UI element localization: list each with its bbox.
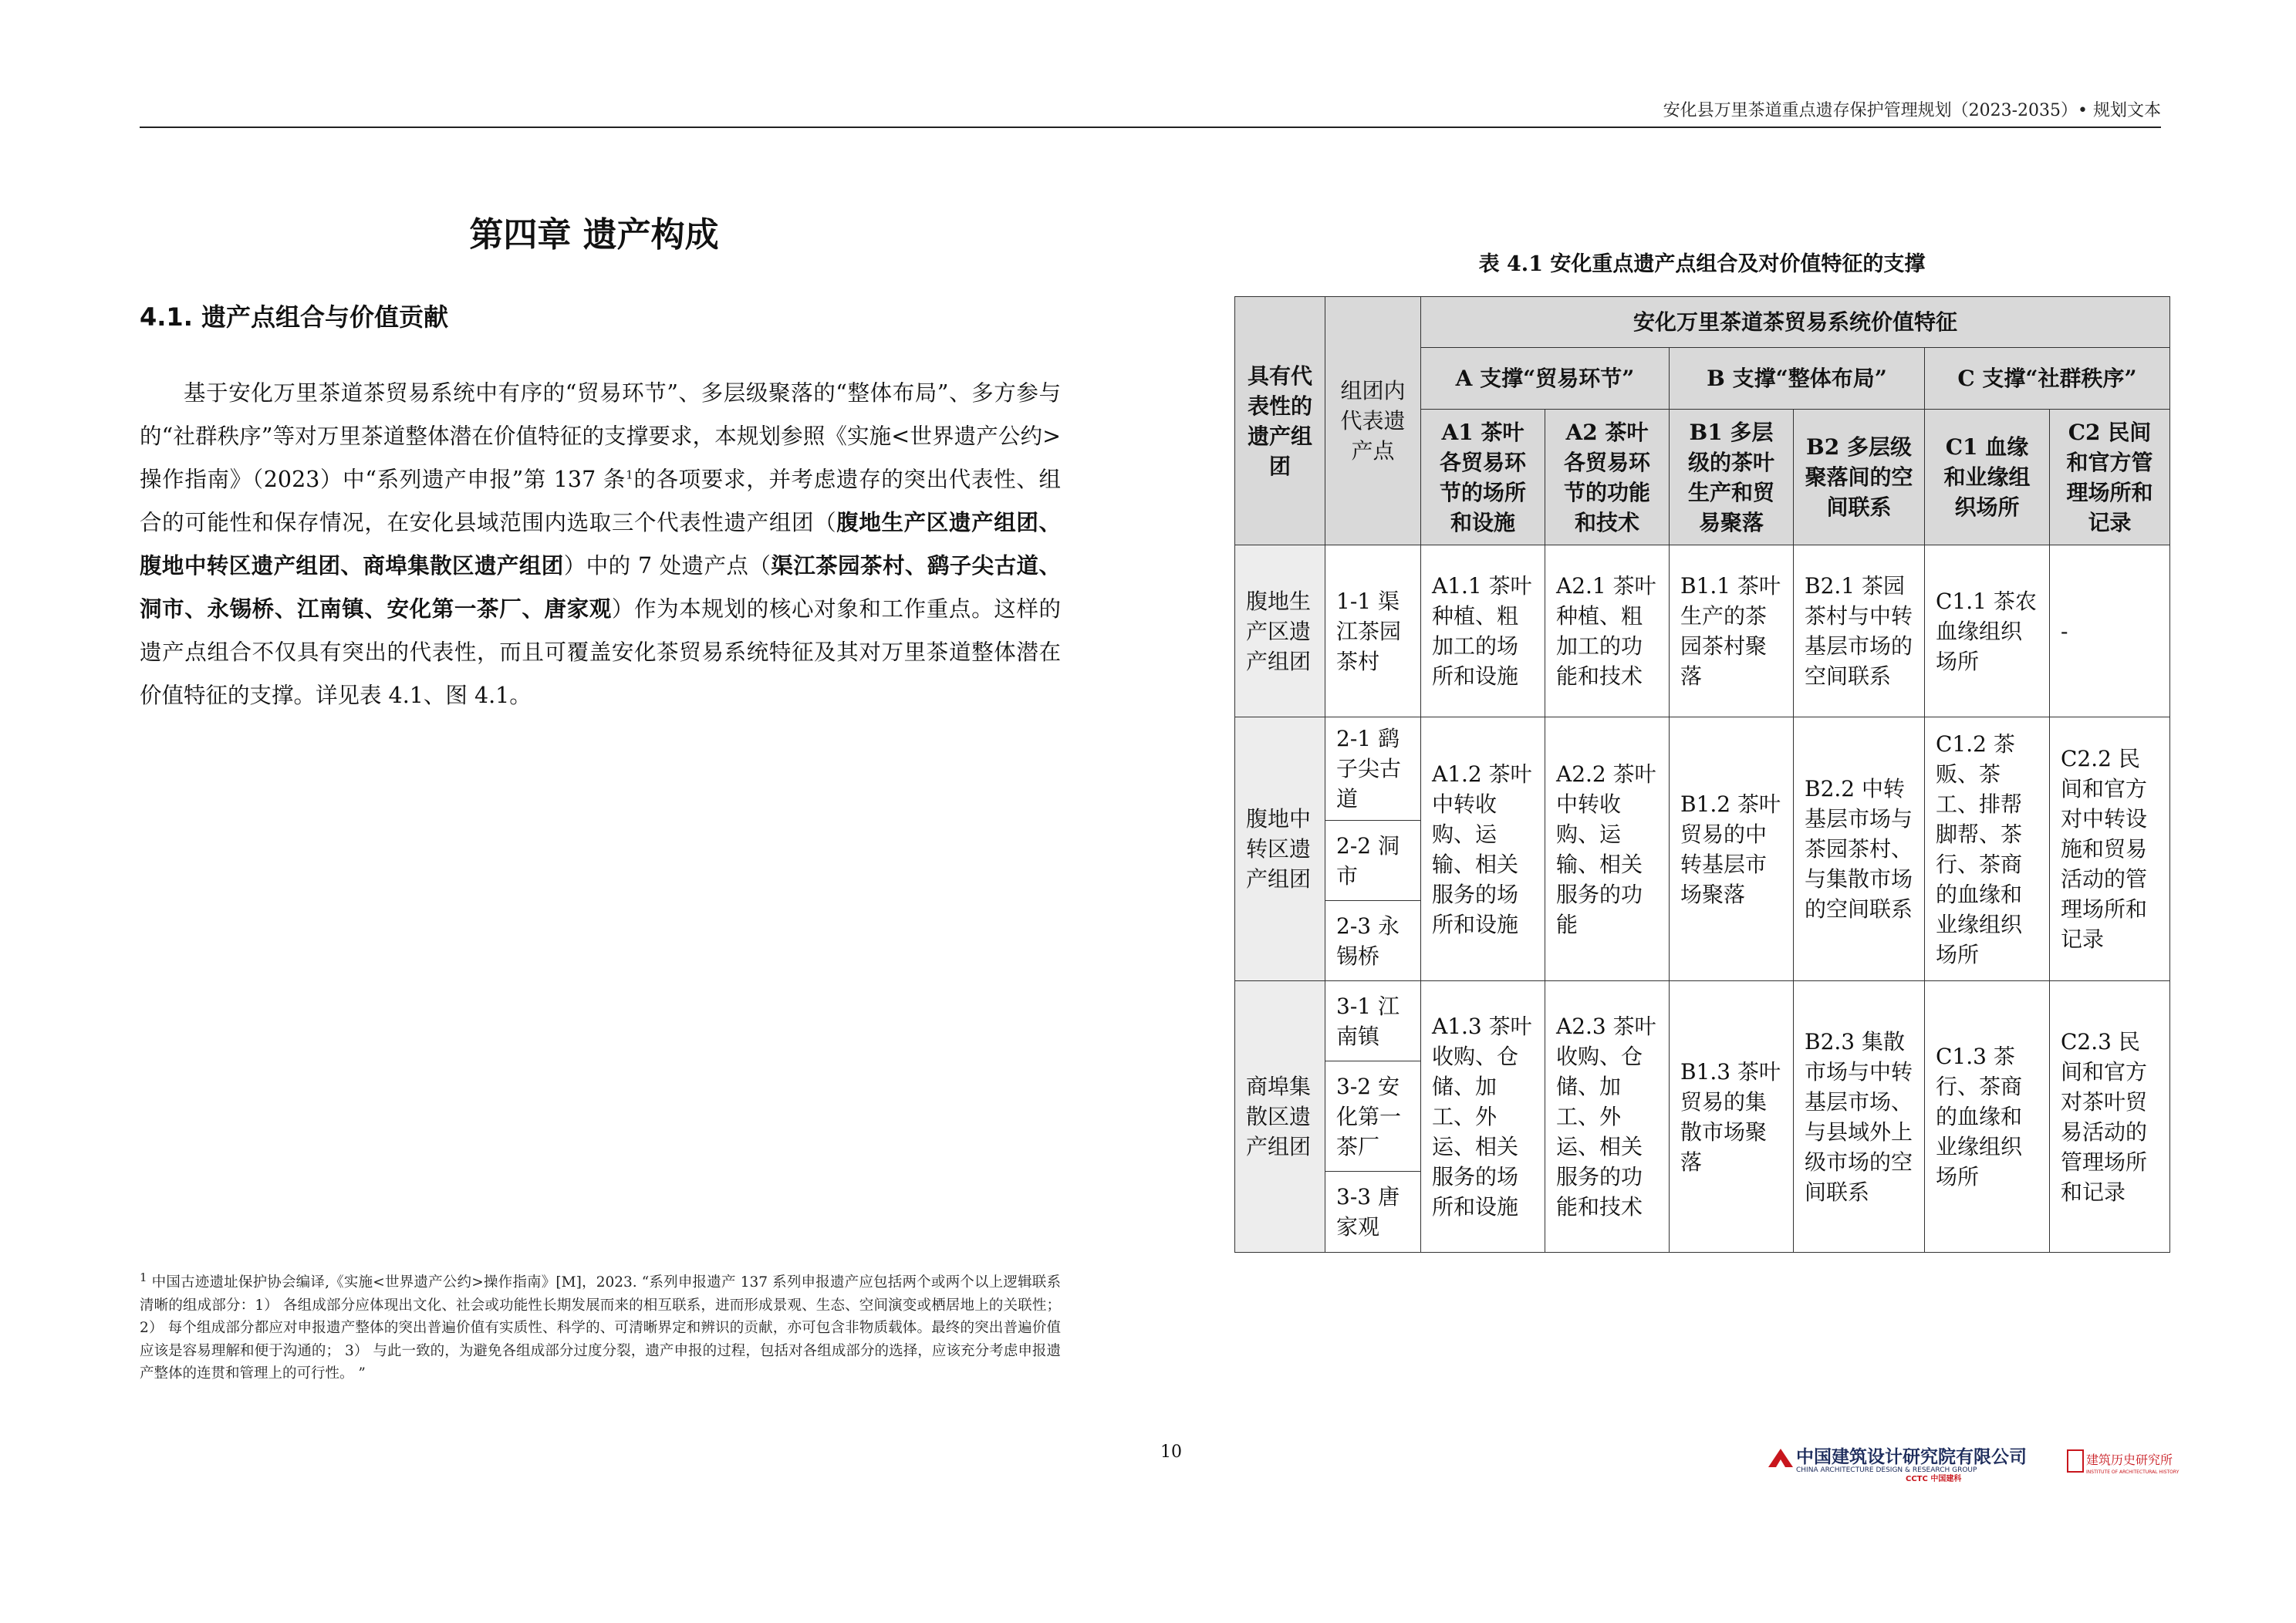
group-cell: 商埠集散区遗产组团 bbox=[1235, 981, 1325, 1253]
group-cell: 腹地生产区遗产组团 bbox=[1235, 545, 1325, 717]
header-sites: 组团内代表遗产点 bbox=[1325, 297, 1421, 545]
publisher-logo bbox=[1767, 1444, 2180, 1483]
cell-a1: A1.1 茶叶种植、粗加工的场所和设施 bbox=[1421, 545, 1545, 717]
header-a2: A2 茶叶各贸易环节的功能和技术 bbox=[1545, 410, 1670, 545]
page-number: 10 bbox=[1160, 1442, 1182, 1462]
header-rule bbox=[140, 127, 2161, 128]
cell-b1: B1.1 茶叶生产的茶园茶村聚落 bbox=[1670, 545, 1794, 717]
cell-c1: C1.2 茶贩、茶工、排帮脚帮、茶行、茶商的血缘和业缘组织场所 bbox=[1925, 717, 2050, 981]
cell-b1: B1.2 茶叶贸易的中转基层市场聚落 bbox=[1670, 717, 1794, 981]
site-cell: 1-1 渠江茶园茶村 bbox=[1325, 545, 1421, 717]
logo-sub-text: CHINA ARCHITECTURE DESIGN & RESEARCH GROUP bbox=[1796, 1466, 1977, 1474]
cell-c1: C1.3 茶行、茶商的血缘和业缘组织场所 bbox=[1925, 981, 2050, 1253]
header-main: 安化万里茶道茶贸易系统价值特征 bbox=[1421, 297, 2170, 348]
table-row bbox=[1235, 545, 2170, 717]
value-table bbox=[1234, 296, 2170, 1253]
running-header: 安化县万里茶道重点遗存保护管理规划（2023-2035）• 规划文本 bbox=[1663, 101, 2161, 120]
body-bold-sites: 渠江茶园茶村、鹞子尖古道、洞市、永锡桥、江南镇、安化第一茶厂、唐家观 bbox=[140, 553, 1061, 622]
chapter-title: 第四章 遗产构成 bbox=[469, 215, 719, 255]
table-title: 表 4.1 安化重点遗产点组合及对价值特征的支撑 bbox=[1478, 252, 1926, 276]
header-group: 具有代表性的遗产组团 bbox=[1235, 297, 1325, 545]
cell-b2: B2.2 中转基层市场与茶园茶村、与集散市场的空间联系 bbox=[1794, 717, 1925, 981]
body-text-4: ）作为本规划的核心对象和工作重点。这样的遗产点组合不仅具有突出的代表性，而且可覆盖安化茶贸易系统特征及其对万里茶道整体潜在价值特征的支撑。详见表 4.1、图 4.1。 bbox=[140, 596, 1061, 708]
table-row bbox=[1235, 981, 2170, 1061]
cell-c2: C2.2 民间和官方对中转设施和贸易活动的管理场所和记录 bbox=[2050, 717, 2170, 981]
section-title: 4.1. 遗产点组合与价值贡献 bbox=[140, 302, 448, 332]
footnote-text: 中国古迹遗址保护协会编译,《实施<世界遗产公约>操作指南》[M]，2023. “系列申报遗产 137 系列申报遗产应包括两个或两个以上逻辑联系清晰的组成部分：1） 各组成部分应体现出文化、社会或功能性长期发展而来的相互联系，进而形成景观、生态、空间演变或栖居地上的关联性； 2） 每个组成部分都应对申报遗产整体的突出普遍价值有实质性、科学的、可清晰界定和辨识的贡献，亦可包含非物质载体。最终的突出普遍价值应该是容易理解和便于沟通的； 3） 与此一致的，为避免各组成部分过度分裂，遗产申报的过程，包括对各组成部分的选择，应该充分考虑申报遗产整体的连贯和管理上的可行性。 ” bbox=[140, 1274, 1061, 1382]
cell-b2: B2.1 茶园茶村与中转基层市场的空间联系 bbox=[1794, 545, 1925, 717]
site-cell: 3-2 安化第一茶厂 bbox=[1325, 1061, 1421, 1172]
cell-a1: A1.2 茶叶中转收购、运输、相关服务的场所和设施 bbox=[1421, 717, 1545, 981]
table-row bbox=[1235, 717, 2170, 821]
cell-c2: C2.3 民间和官方对茶叶贸易活动的管理场所和记录 bbox=[2050, 981, 2170, 1253]
site-cell: 2-3 永锡桥 bbox=[1325, 901, 1421, 981]
header-c1: C1 血缘和业缘组织场所 bbox=[1925, 410, 2050, 545]
footnote-ref[interactable]: 1 bbox=[626, 467, 633, 482]
header-c2: C2 民间和官方管理场所和记录 bbox=[2050, 410, 2170, 545]
logo-main-text: 中国建筑设计研究院有限公司 bbox=[1796, 1447, 2027, 1467]
site-cell: 2-2 洞市 bbox=[1325, 821, 1421, 901]
body-text-3: ）中的 7 处遗产点（ bbox=[563, 553, 772, 579]
header-b1: B1 多层级的茶叶生产和贸易聚落 bbox=[1670, 410, 1794, 545]
footnote-mark: 1 bbox=[140, 1270, 147, 1284]
body-text-1: 基于安化万里茶道茶贸易系统中有序的“贸易环节”、多层级聚落的“整体布局”、多方参与的“社群秩序”等对万里茶道整体潜在价值特征的支撑要求，本规划参照《实施<世界遗产公约>操作指南》（2023）中“系列遗产申报”第 137 条 bbox=[140, 380, 1061, 492]
site-cell: 3-3 唐家观 bbox=[1325, 1172, 1421, 1253]
body-text-2: 的各项要求，并考虑遗存的突出代表性、组合的可能性和保存情况，在安化县域范围内选取三个代表性遗产组团（ bbox=[140, 467, 1061, 535]
body-bold-groups: 腹地生产区遗产组团、腹地中转区遗产组团、商埠集散区遗产组团 bbox=[140, 510, 1061, 579]
header-a: A 支撑“贸易环节” bbox=[1421, 348, 1670, 410]
cell-a2: A2.3 茶叶收购、仓储、加工、外运、相关服务的功能和技术 bbox=[1545, 981, 1670, 1253]
cell-c2: - bbox=[2050, 545, 2170, 717]
site-cell: 2-1 鹞子尖古道 bbox=[1325, 717, 1421, 821]
header-c: C 支撑“社群秩序” bbox=[1925, 348, 2170, 410]
institute-seal-icon bbox=[2068, 1450, 2083, 1472]
header-b2: B2 多层级聚落间的空间联系 bbox=[1794, 410, 1925, 545]
header-a1: A1 茶叶各贸易环节的场所和设施 bbox=[1421, 410, 1545, 545]
group-cell: 腹地中转区遗产组团 bbox=[1235, 717, 1325, 981]
logo-cctc-text: CCTC 中国建科 bbox=[1906, 1475, 1962, 1483]
footnote bbox=[140, 1271, 1061, 1385]
cell-a1: A1.3 茶叶收购、仓储、加工、外运、相关服务的场所和设施 bbox=[1421, 981, 1545, 1253]
cell-c1: C1.1 茶农血缘组织场所 bbox=[1925, 545, 2050, 717]
logo-institute-en: INSTITUTE OF ARCHITECTURAL HISTORY bbox=[2086, 1469, 2180, 1475]
cell-a2: A2.1 茶叶种植、粗加工的功能和技术 bbox=[1545, 545, 1670, 717]
header-b: B 支撑“整体布局” bbox=[1670, 348, 1925, 410]
cell-b1: B1.3 茶叶贸易的集散市场聚落 bbox=[1670, 981, 1794, 1253]
cell-b2: B2.3 集散市场与中转基层市场、与县域外上级市场的空间联系 bbox=[1794, 981, 1925, 1253]
site-cell: 3-1 江南镇 bbox=[1325, 981, 1421, 1061]
logo-institute-text: 建筑历史研究所 bbox=[2086, 1453, 2173, 1467]
body-paragraph bbox=[140, 372, 1061, 717]
cell-a2: A2.2 茶叶中转收购、运输、相关服务的功能 bbox=[1545, 717, 1670, 981]
